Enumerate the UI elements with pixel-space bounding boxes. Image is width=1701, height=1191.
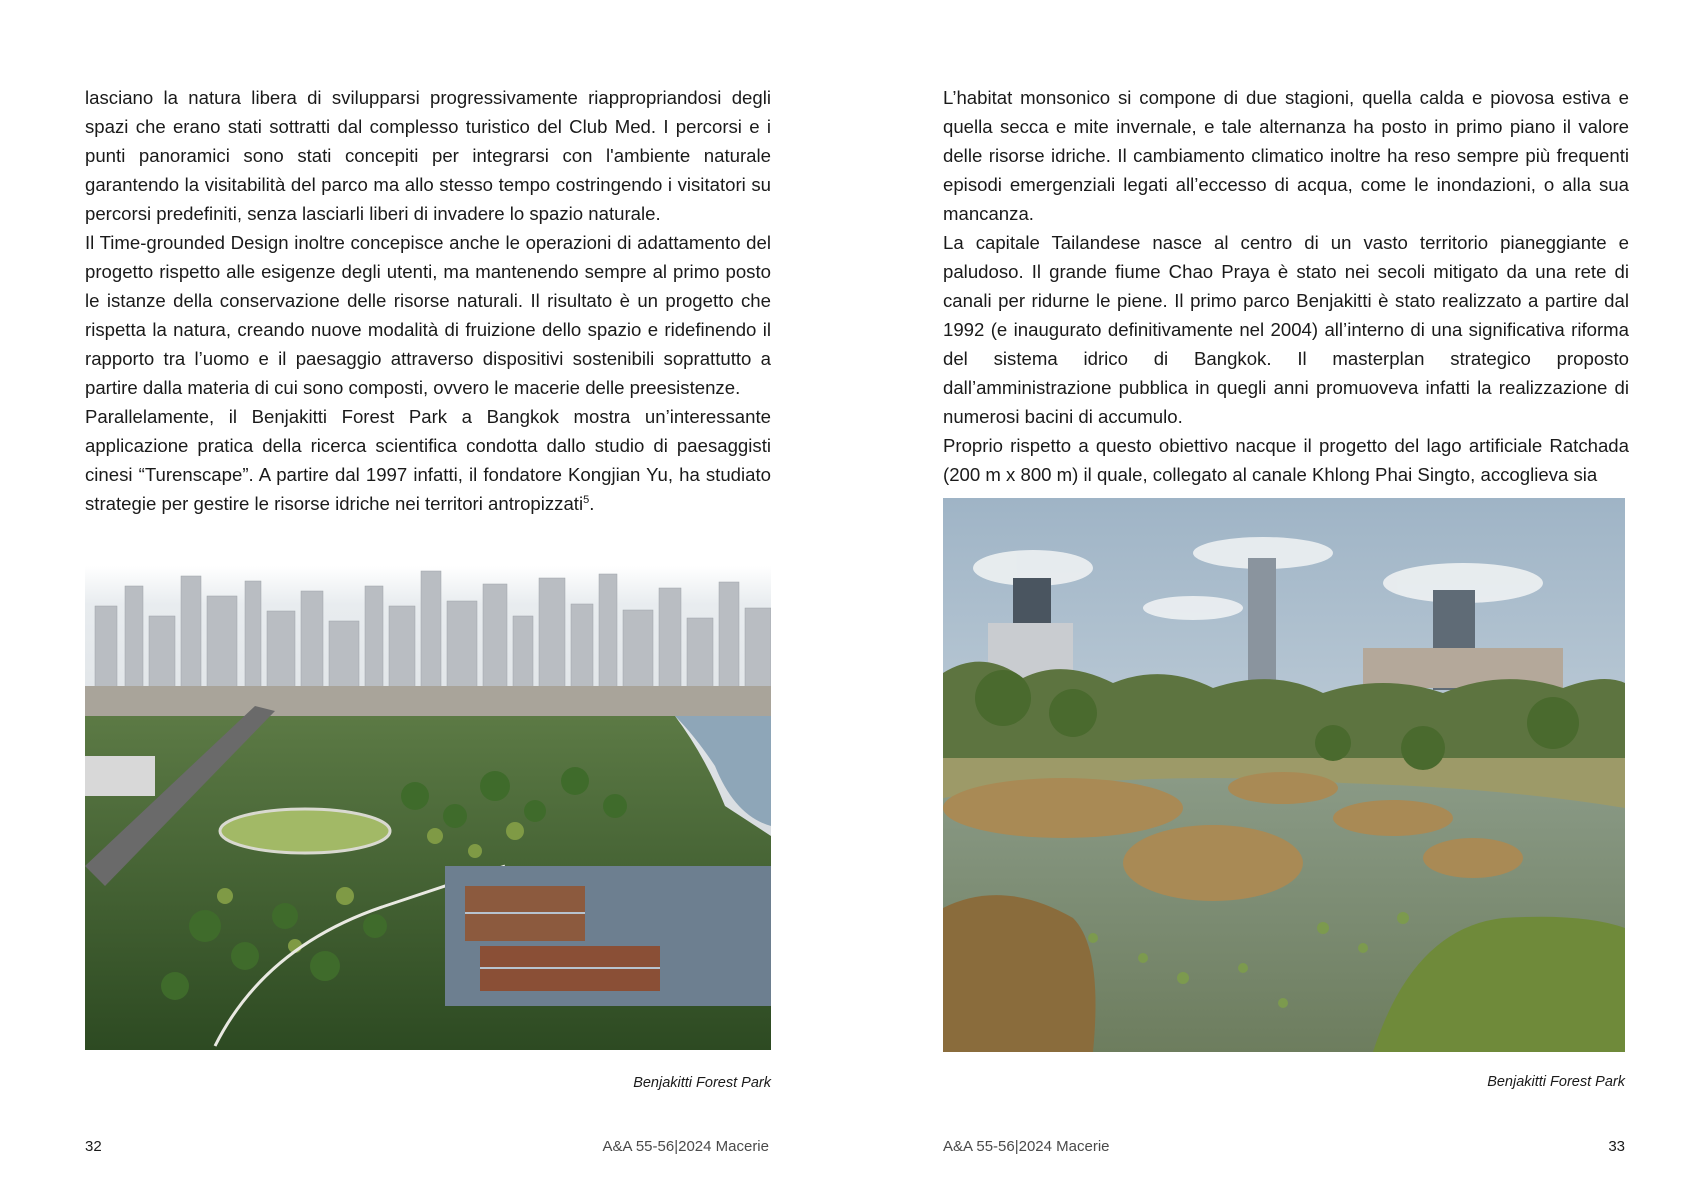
right-paragraph-1: L’habitat monsonico si compone di due stagioni, quella calda e piovosa estiva e quella secca e mite invernale, e tale alternanza ha posto in primo piano il valore delle risorse idriche. Il cambiamento climatico inoltre ha reso sempre più frequenti episodi emergenziali legati all’eccesso di acqua, come le inondazioni, o alla sua mancanza.: [943, 87, 1629, 224]
left-photo-caption: Benjakitti Forest Park: [633, 1075, 771, 1091]
aerial-park-illustration: [85, 566, 771, 1050]
left-paragraph-3: Parallelamente, il Benjakitti Forest Park a Bangkok mostra un’interessante applicazione pratica della ricerca scientifica condotta dallo studio di paesaggisti cinesi “Turenscape”. A partire dal 1997 infatti, il fondatore Kongjian Yu, ha studiato strategie per gestire le risorse idriche nei territori antropizzati$^5$.: [85, 406, 771, 514]
wetland-park-illustration: [943, 498, 1625, 1052]
right-body-text: [943, 83, 1629, 489]
left-paragraph-3-text: Parallelamente, il Benjakitti Forest Park a Bangkok mostra un’interessante applicazione pratica della ricerca scientifica condotta dallo studio di paesaggisti cinesi “Turenscape”. A partire dal 1997 infatti, il fondatore Kongjian Yu, ha studiato strategie per gestire le risorse idriche nei territori antropizzati: [85, 406, 771, 514]
left-paragraph-1: lasciano la natura libera di svilupparsi progressivamente riappropriandosi degli spazi che erano stati sottratti dal complesso turistico del Club Med. I percorsi e i punti panoramici sono stati concepiti per integrarsi con l'ambiente naturale garantendo la visitabilità del parco ma allo stesso tempo costringendo i visitatori su percorsi predefiniti, senza lasciarli liberi di invadere lo spazio naturale.: [85, 87, 771, 224]
right-paragraph-2: La capitale Tailandese nasce al centro di un vasto territorio pianeggiante e paludoso. Il grande fiume Chao Praya è stato nei secoli mitigato da una rete di canali per ridurne le piene. Il primo parco Benjakitti è stato realizzato a partire dal 1992 (e inaugurato definitivamente nel 2004) all’interno di una significativa riforma del sistema idrico di Bangkok. Il masterplan strategico proposto dall’amministrazione pubblica in quegli anni promuoveva infatti la realizzazione di numerosi bacini di accumulo.: [943, 232, 1629, 427]
left-paragraph-2: Il Time-grounded Design inoltre concepisce anche le operazioni di adattamento del progetto rispetto alle esigenze degli utenti, ma mantenendo sempre al primo posto le istanze della conservazione delle risorse naturali. Il risultato è un progetto che rispetta la natura, creando nuove modalità di fruizione dello spazio e ridefinendo il rapporto tra l’uomo e il paesaggio attraverso dispositivi sostenibili soprattutto a partire dalla materia di cui sono composti, ovvero le macerie delle preesistenze.: [85, 232, 771, 398]
right-paragraph-3: Proprio rispetto a questo obiettivo nacque il progetto del lago artificiale Ratchada (200 m x 800 m) il quale, collegato al canale Khlong Phai Singto, accoglieva sia: [943, 435, 1629, 485]
right-photo-caption: Benjakitti Forest Park: [1487, 1074, 1625, 1090]
left-running-footer: A&A 55-56|2024 Macerie: [602, 1138, 769, 1155]
left-page: [0, 0, 850, 1191]
left-body-text: [85, 83, 771, 518]
right-page-number: 33: [1608, 1138, 1625, 1155]
wetland-park-photo: [943, 498, 1625, 1052]
left-page-number: 32: [85, 1138, 102, 1155]
right-page: [851, 0, 1701, 1191]
right-running-footer: A&A 55-56|2024 Macerie: [943, 1138, 1110, 1155]
footnote-ref: 5: [583, 493, 590, 506]
aerial-park-photo: [85, 566, 771, 1050]
